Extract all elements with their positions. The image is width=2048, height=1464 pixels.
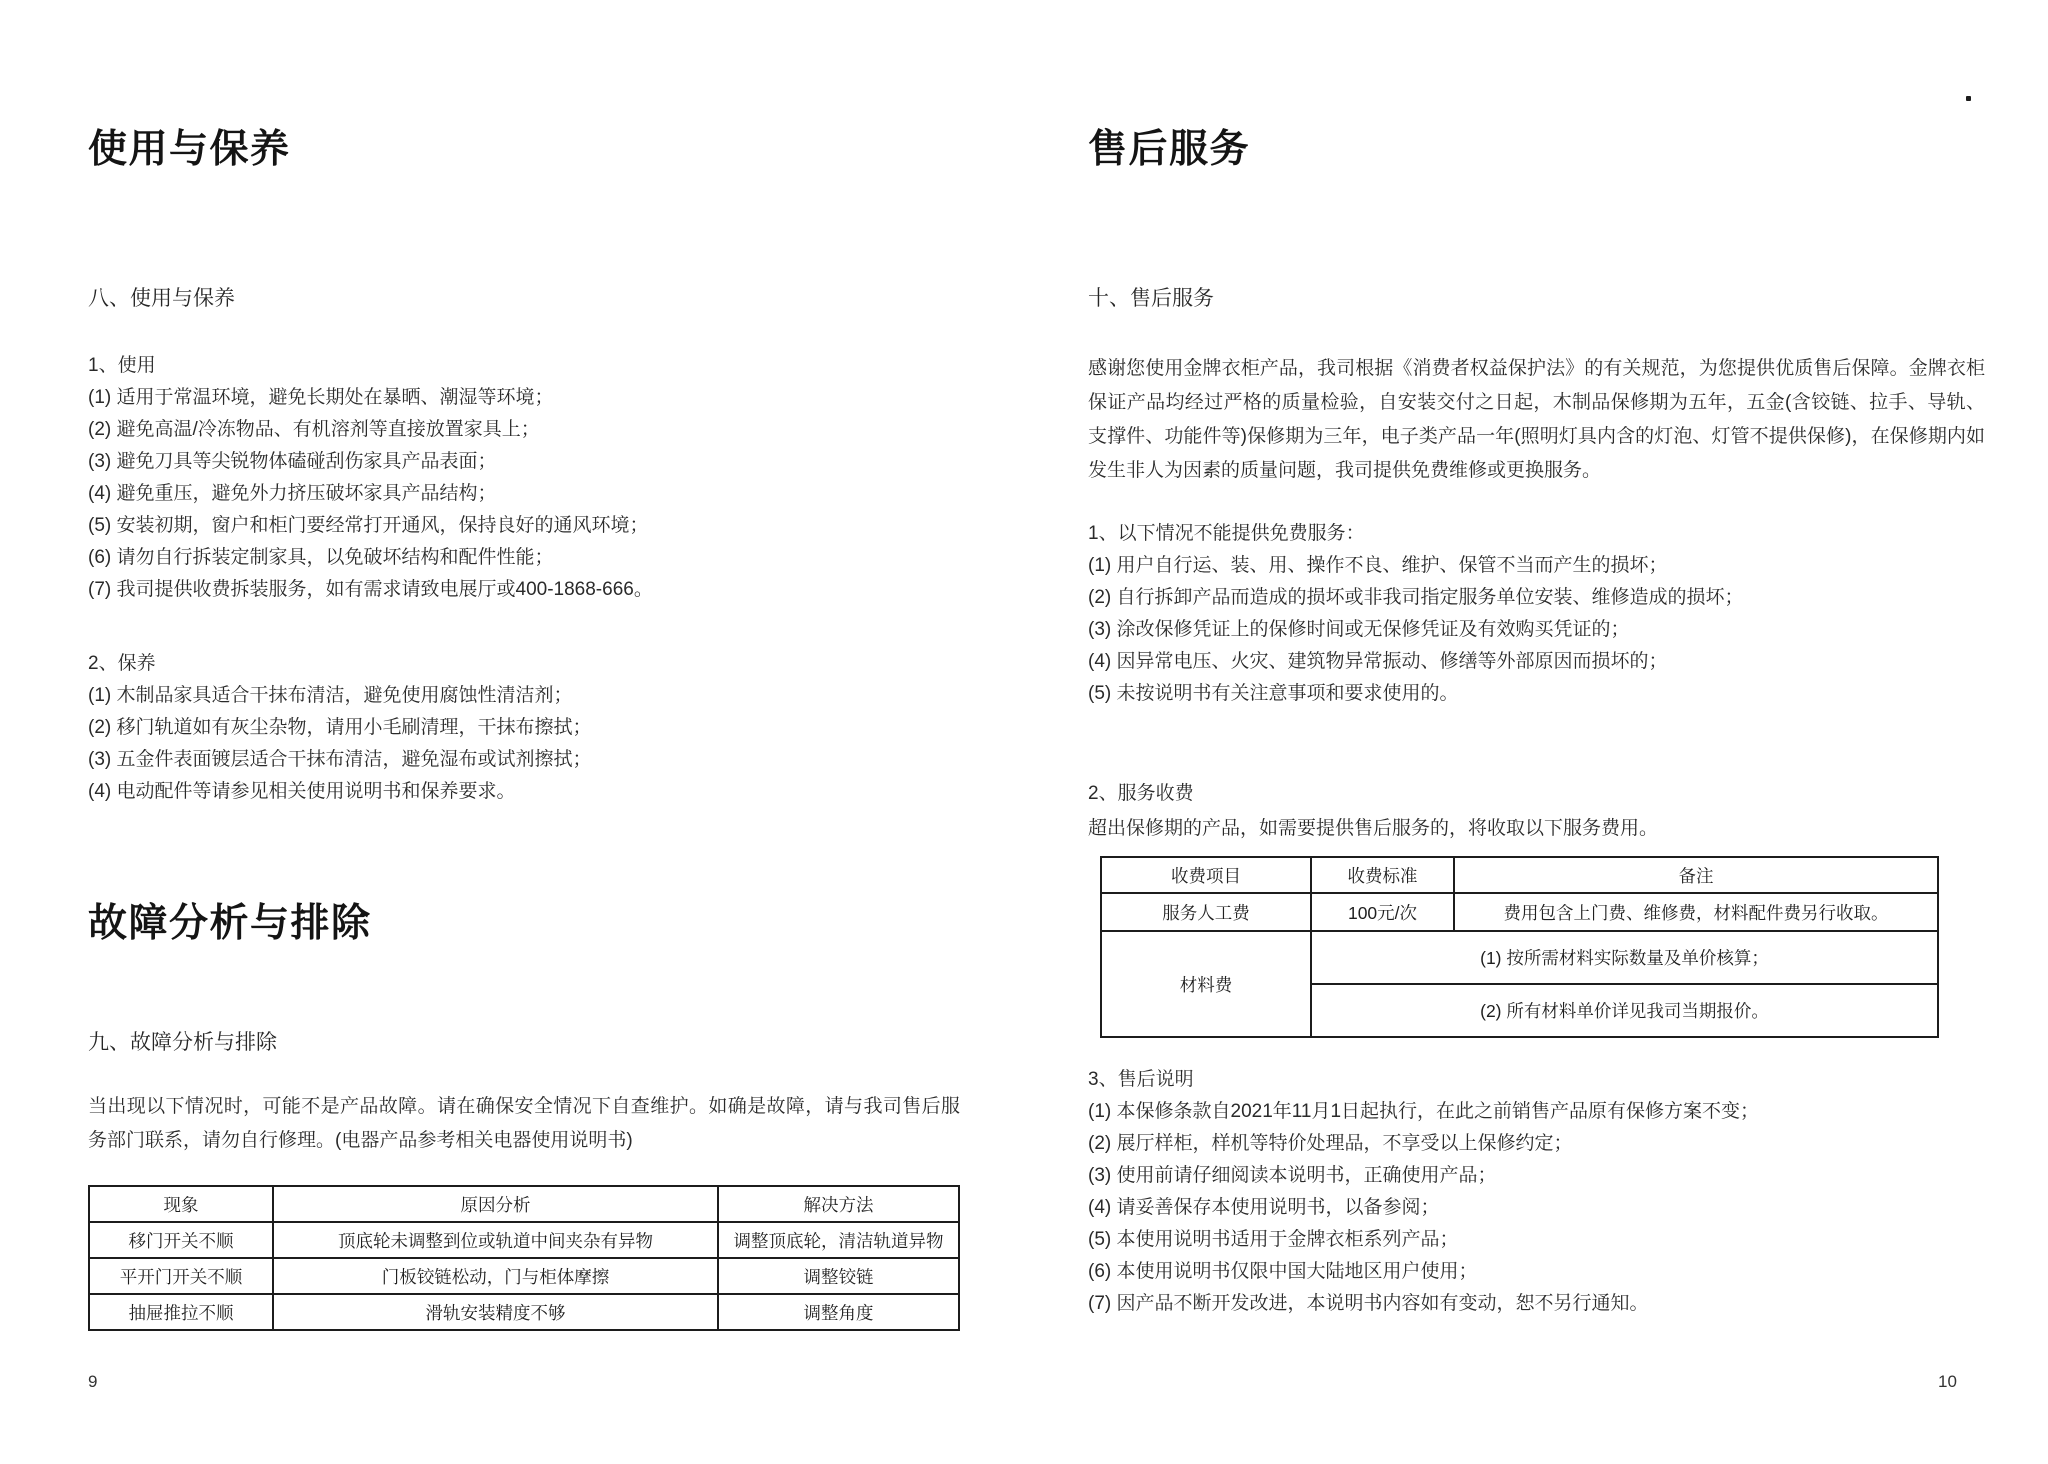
use-item: (5) 安装初期，窗户和柜门要经常打开通风，保持良好的通风环境； [88,515,649,536]
care-item: (2) 移门轨道如有灰尘杂物，请用小毛刷清理，干抹布擦拭； [88,717,592,738]
aftersales-note-item: (1) 本保修条款自2021年11月1日起执行，在此之前销售产品原有保修方案不变； [1088,1101,1760,1122]
table-cell: 服务人工费 [1101,893,1311,931]
table-header-cell: 收费标准 [1311,857,1454,893]
table-header-cell: 现象 [89,1186,273,1222]
care-item: (4) 电动配件等请参见相关使用说明书和保养要求。 [88,781,516,802]
aftersales-note-item: (7) 因产品不断开发改进，本说明书内容如有变动，恕不另行通知。 [1088,1293,1649,1314]
use-item: (1) 适用于常温环境，避免长期处在暴晒、潮湿等环境； [88,387,554,408]
service-fee-intro: 超出保修期的产品，如需要提供售后服务的，将收取以下服务费用。 [1088,818,1659,839]
table-header-cell: 收费项目 [1101,857,1311,893]
care-item: (3) 五金件表面镀层适合干抹布清洁，避免湿布或试剂擦拭； [88,749,592,770]
table-header-row [1101,857,1938,893]
use-item: (4) 避免重压，避免外力挤压破坏家具产品结构； [88,483,497,504]
use-subheading: 1、使用 [88,355,156,376]
trouble-intro: 当出现以下情况时，可能不是产品故障。请在确保安全情况下自查维护。如确是故障，请与我司售后服务部门联系，请勿自行修理。(电器产品参考相关电器使用说明书) [88,1096,960,1151]
free-service-item: (4) 因异常电压、火灾、建筑物异常振动、修缮等外部原因而损坏的； [1088,651,1668,672]
aftersales-note-item: (2) 展厅样柜，样机等特价处理品，不享受以上保修约定； [1088,1133,1573,1154]
table-row [89,1294,959,1330]
free-service-item: (2) 自行拆卸产品而造成的损坏或非我司指定服务单位安装、维修造成的损坏； [1088,587,1744,608]
table-cell: 调整铰链 [718,1258,959,1294]
table-header-row [89,1186,959,1222]
table-header-cell: 原因分析 [273,1186,718,1222]
page-number-left: 9 [88,1372,98,1391]
aftersales-title: 售后服务 [1088,128,1251,171]
table-row [89,1258,959,1294]
care-subheading: 2、保养 [88,653,156,674]
table-cell: 平开门开关不顺 [89,1258,273,1294]
use-item: (2) 避免高温/冷冻物品、有机溶剂等直接放置家具上； [88,419,540,440]
use-care-heading: 八、使用与保养 [88,287,235,310]
aftersales-notes-list [1088,1064,1759,1320]
table-row [1101,893,1938,931]
table-header-cell: 解决方法 [718,1186,959,1222]
table-cell: 100元/次 [1311,893,1454,931]
aftersales-notes-subheading: 3、售后说明 [1088,1069,1194,1090]
table-cell: 移门开关不顺 [89,1222,273,1258]
stray-dot [1966,96,1971,101]
free-service-item: (1) 用户自行运、装、用、操作不良、维护、保管不当而产生的损坏； [1088,555,1668,576]
material-label-cell: 材料费 [1101,931,1311,1037]
trouble-heading: 九、故障分析与排除 [88,1031,277,1054]
fee-table [1100,856,1939,1038]
table-header-cell: 备注 [1454,857,1938,893]
free-service-item: (3) 涂改保修凭证上的保修时间或无保修凭证及有效购买凭证的； [1088,619,1630,640]
care-list [88,648,592,808]
table-cell: 顶底轮未调整到位或轨道中间夹杂有异物 [273,1222,718,1258]
free-service-item: (5) 未按说明书有关注意事项和要求使用的。 [1088,683,1459,704]
aftersales-note-item: (6) 本使用说明书仅限中国大陆地区用户使用； [1088,1261,1478,1282]
use-care-title: 使用与保养 [88,128,291,171]
use-item: (6) 请勿自行拆装定制家具，以免破坏结构和配件性能； [88,547,554,568]
service-fee-subheading: 2、服务收费 [1088,783,1194,804]
free-service-list [1088,518,1744,710]
aftersales-intro: 感谢您使用金牌衣柜产品，我司根据《消费者权益保护法》的有关规范，为您提供优质售后保障。金牌衣柜保证产品均经过严格的质量检验，自安装交付之日起，木制品保修期为五年，五金(含铰链、拉手、导轨、支撑件、功能件等)保修期为三年，电子类产品一年(照明灯具内含的灯泡、灯管不提供保修)，在保修期内如发生非人为因素的质量问题，我司提供免费维修或更换服务。 [1088,358,1985,481]
table-cell: (2) 所有材料单价详见我司当期报价。 [1311,984,1938,1037]
aftersales-note-item: (3) 使用前请仔细阅读本说明书，正确使用产品； [1088,1165,1497,1186]
care-item: (1) 木制品家具适合干抹布清洁，避免使用腐蚀性清洁剂； [88,685,573,706]
free-service-subheading: 1、以下情况不能提供免费服务： [1088,523,1365,544]
use-item: (7) 我司提供收费拆装服务，如有需求请致电展厅或400-1868-666。 [88,579,653,600]
page-number-right: 10 [1938,1372,1957,1391]
table-cell: 滑轨安装精度不够 [273,1294,718,1330]
service-fee-block [1088,776,1658,846]
trouble-title: 故障分析与排除 [88,902,372,945]
trouble-table [88,1185,960,1331]
use-item: (3) 避免刀具等尖锐物体磕碰刮伤家具产品表面； [88,451,497,472]
table-cell: 费用包含上门费、维修费，材料配件费另行收取。 [1454,893,1938,931]
aftersales-note-item: (5) 本使用说明书适用于金牌衣柜系列产品； [1088,1229,1459,1250]
table-cell: 调整顶底轮，清洁轨道异物 [718,1222,959,1258]
table-row [89,1222,959,1258]
table-row [1101,931,1938,984]
table-cell: 门板铰链松动，门与柜体摩擦 [273,1258,718,1294]
aftersales-note-item: (4) 请妥善保存本使用说明书，以备参阅； [1088,1197,1440,1218]
aftersales-heading: 十、售后服务 [1088,287,1214,310]
table-cell: 抽屉推拉不顺 [89,1294,273,1330]
table-cell: (1) 按所需材料实际数量及单价核算； [1311,931,1938,984]
use-list [88,350,653,606]
table-cell: 调整角度 [718,1294,959,1330]
